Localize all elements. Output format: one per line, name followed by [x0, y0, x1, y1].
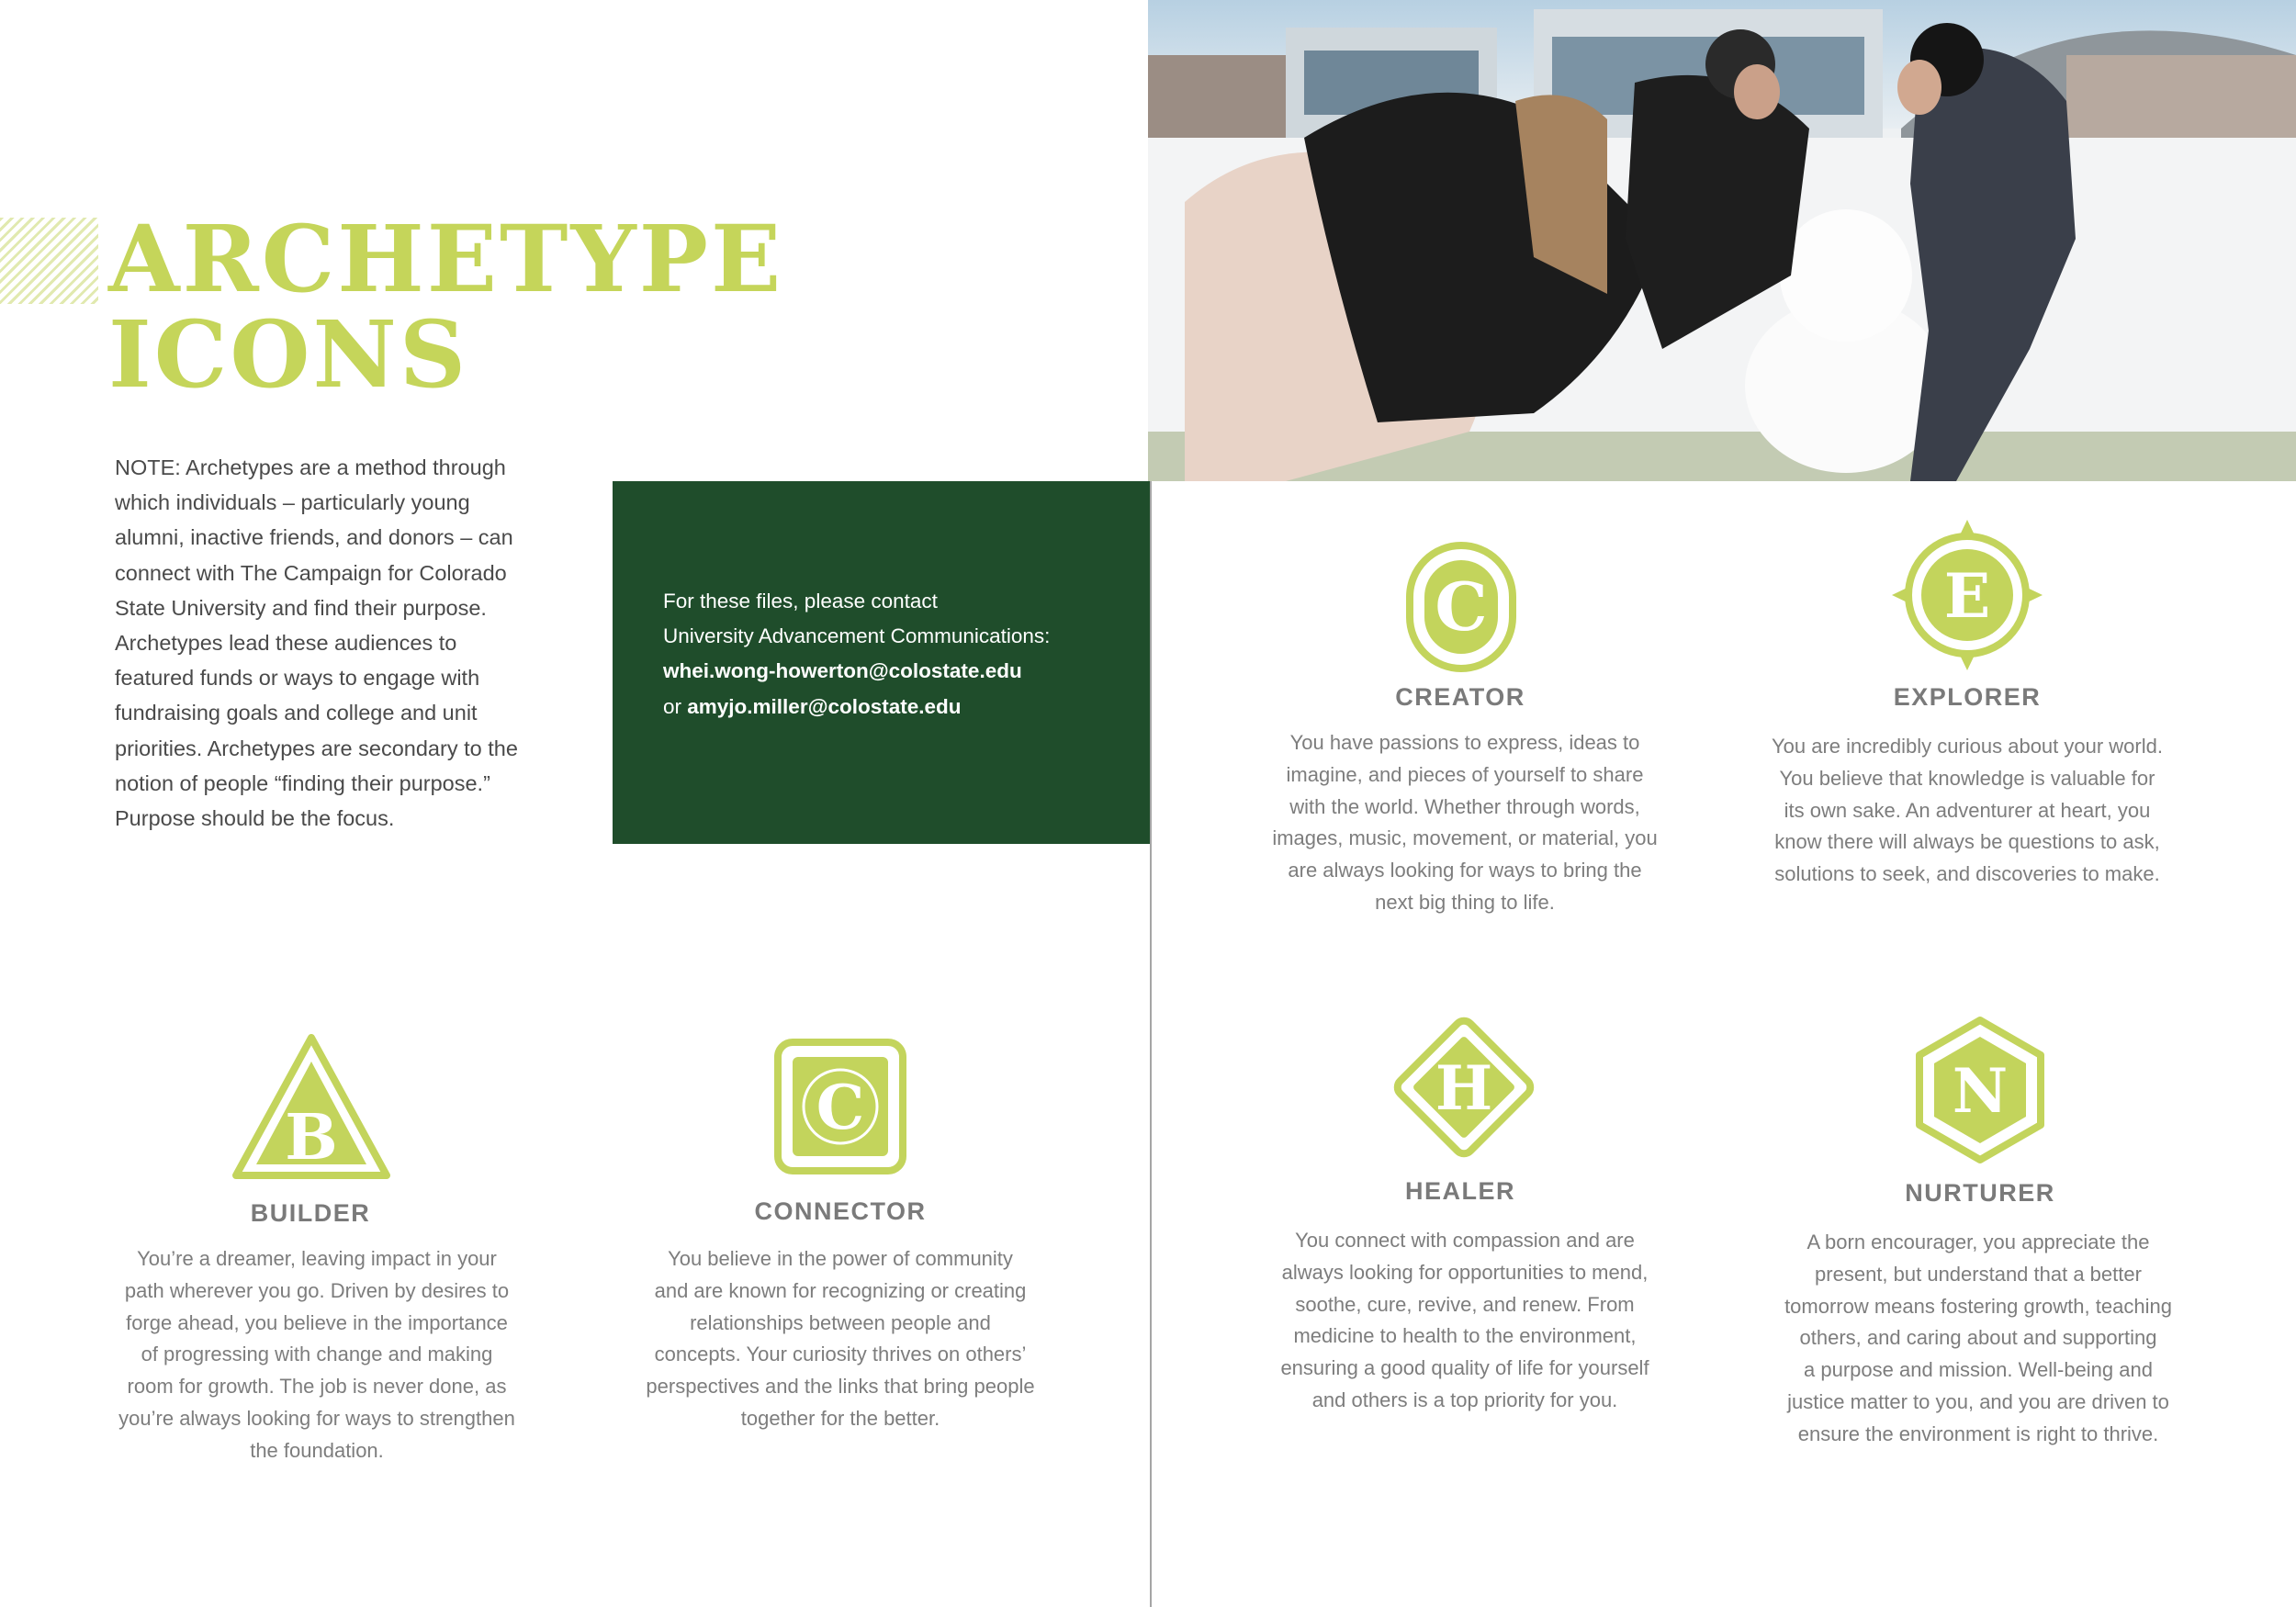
globe-square-icon [758, 1024, 923, 1189]
archetype-description [620, 1243, 1061, 1435]
note-line: which individuals – particularly young [115, 490, 470, 515]
archetype-description [1249, 1225, 1681, 1417]
desc-line: a purpose and mission. Well-being and [1804, 1358, 2153, 1382]
note-line: Purpose should be the focus. [115, 806, 395, 831]
icon-letter: B [285, 1101, 338, 1174]
desc-line: always looking for opportunities to mend, [1281, 1260, 1649, 1284]
desc-line: you’re always looking for ways to strengthen [118, 1406, 515, 1430]
contact-department: University Advancement Communications: [663, 624, 1051, 648]
archetype-description [1249, 727, 1681, 919]
archetype-title: BUILDER [250, 1199, 371, 1227]
desc-line: You have passions to express, ideas to [1289, 731, 1640, 754]
desc-line: ensure the environment is right to thrive. [1797, 1422, 2159, 1445]
note-line: priorities. Archetypes are secondary to the [115, 736, 518, 760]
archetype-title: NURTURER [1905, 1179, 2055, 1207]
note-paragraph [115, 450, 542, 836]
icon-letter: C [1435, 568, 1488, 646]
note-line: alumni, inactive friends, and donors – can [115, 525, 513, 550]
archetype-description [1758, 1227, 2199, 1451]
contact-box [613, 481, 1152, 844]
title-line-2: ICONS [108, 300, 469, 409]
note-line: fundraising goals and college and unit [115, 701, 478, 725]
note-line: State University and find their purpose. [115, 595, 487, 620]
desc-line: present, but understand that a better [1815, 1262, 2142, 1286]
icon-letter: N [1952, 1055, 2009, 1127]
desc-line: the foundation. [250, 1438, 384, 1462]
desc-line: next big thing to life. [1375, 890, 1555, 914]
note-line: featured funds or ways to engage with [115, 666, 480, 691]
icon-letter: H [1435, 1052, 1493, 1124]
desc-line: tomorrow means fostering growth, teaching [1784, 1294, 2172, 1318]
compass-icon [1885, 512, 2050, 678]
desc-line: imagine, and pieces of yourself to share [1286, 762, 1644, 786]
desc-line: You connect with compassion and are [1295, 1229, 1635, 1252]
desc-line: medicine to health to the environment, [1293, 1324, 1637, 1348]
icon-letter: C [816, 1072, 865, 1143]
desc-line: its own sake. An adventurer at heart, you [1784, 798, 2151, 822]
desc-line: You are incredibly curious about your world. [1772, 735, 2163, 758]
triangle-icon [229, 1030, 394, 1196]
archetype-title: CREATOR [1395, 683, 1525, 711]
desc-line: relationships between people and [690, 1310, 991, 1334]
contact-intro: For these files, please contact [663, 590, 938, 612]
students-snowman-photo [1148, 0, 2296, 481]
archetype-title: CONNECTOR [754, 1197, 927, 1225]
archetype-description [96, 1243, 537, 1467]
desc-line: are always looking for ways to bring the [1288, 859, 1642, 882]
note-line: connect with The Campaign for Colorado [115, 560, 507, 585]
desc-line: concepts. Your curiosity thrives on others’ [654, 1343, 1027, 1366]
desc-line: room for growth. The job is never done, as [127, 1375, 507, 1399]
desc-line: A born encourager, you appreciate the [1806, 1231, 2150, 1253]
archetype-description [1747, 731, 2188, 891]
desc-line: of progressing with change and making [141, 1343, 493, 1366]
desc-line: perspectives and the links that bring people [646, 1375, 1035, 1399]
hexagon-icon [1897, 1007, 2063, 1173]
decorative-hatch [0, 218, 98, 304]
note-line: NOTE: Archetypes are a method through [115, 455, 506, 479]
desc-line: and are known for recognizing or creating [654, 1278, 1027, 1302]
desc-line: justice matter to you, and you are driven to [1787, 1389, 2169, 1413]
desc-line: forge ahead, you believe in the importance [126, 1310, 508, 1334]
desc-line: others, and caring about and supporting [1799, 1326, 2157, 1350]
desc-line: together for the better. [740, 1406, 940, 1430]
desc-line: path wherever you go. Driven by desires to [124, 1278, 510, 1302]
page-title [108, 205, 784, 409]
archetype-title: HEALER [1404, 1177, 1515, 1205]
desc-line: You believe that knowledge is valuable for [1779, 766, 2155, 790]
desc-line: images, music, movement, or material, you [1272, 826, 1658, 850]
desc-line: and others is a top priority for you. [1311, 1388, 1618, 1411]
icon-letter: E [1943, 560, 1991, 632]
desc-line: ensuring a good quality of life for yourself [1280, 1356, 1649, 1380]
desc-line: with the world. Whether through words, [1289, 794, 1640, 818]
desc-line: know there will always be questions to ask, [1774, 830, 2160, 854]
page-divider [1150, 481, 1152, 1607]
contact-or: or [663, 694, 688, 718]
desc-line: You believe in the power of community [668, 1247, 1013, 1270]
note-line: Archetypes lead these audiences to [115, 631, 457, 656]
rounded-badge-icon [1379, 522, 1544, 687]
note-line: notion of people “finding their purpose.” [115, 770, 490, 795]
title-line-1: ARCHETYPE [108, 205, 784, 313]
contact-email-link[interactable]: whei.wong-howerton@colostate.edu [663, 659, 1022, 683]
archetype-title: EXPLORER [1893, 683, 2042, 711]
diamond-icon [1381, 1005, 1547, 1170]
desc-line: soothe, cure, revive, and renew. From [1295, 1292, 1635, 1316]
desc-line: You’re a dreamer, leaving impact in your [137, 1247, 497, 1270]
contact-email-link[interactable]: amyjo.miller@colostate.edu [687, 694, 962, 718]
desc-line: solutions to seek, and discoveries to make. [1774, 862, 2160, 886]
